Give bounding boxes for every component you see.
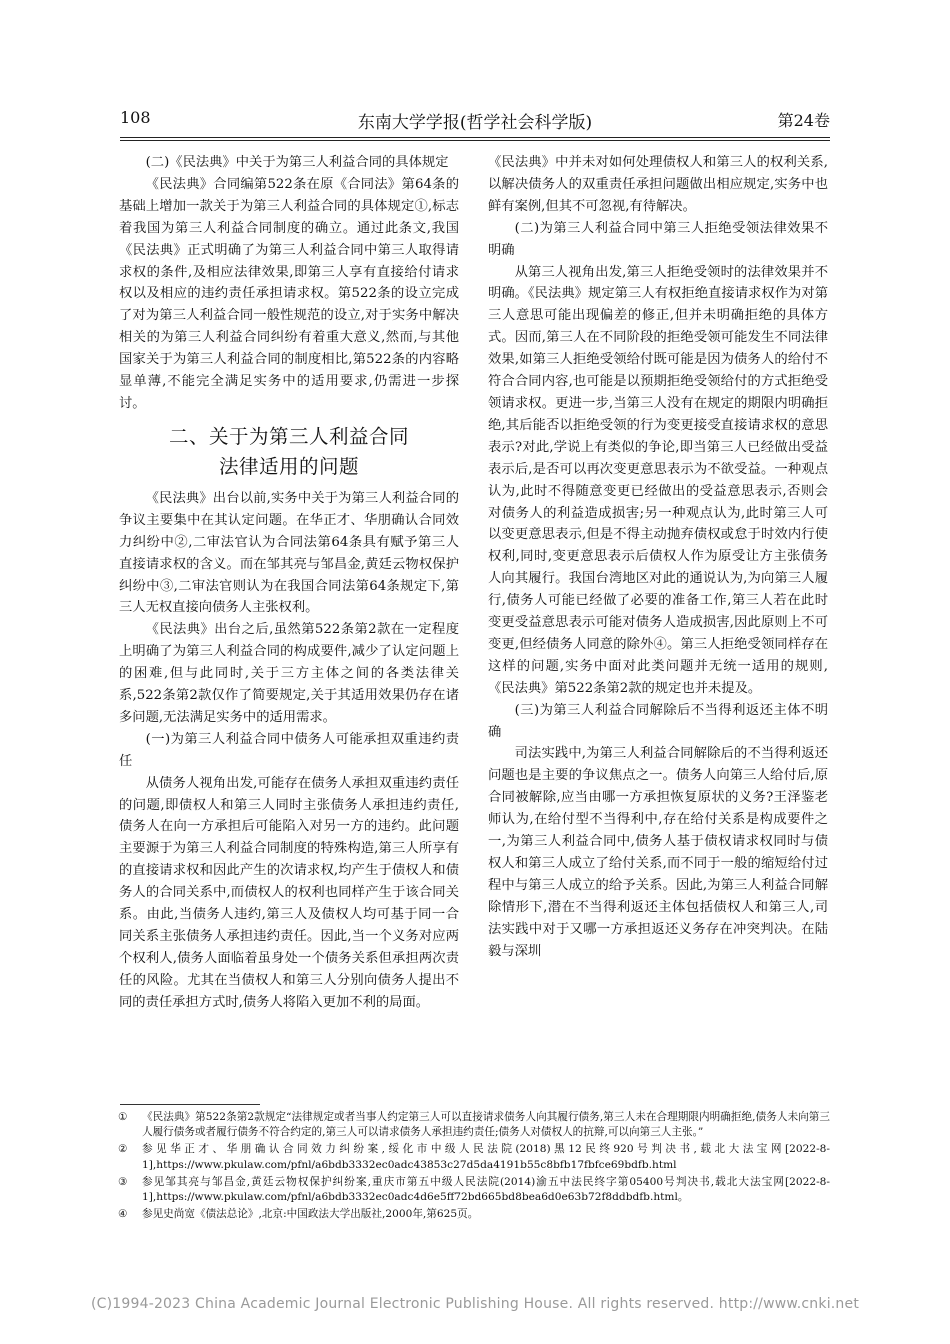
left-column xyxy=(119,152,459,1100)
paragraph: 《民法典》合同编第522条在原《合同法》第64条的基础上增加一款关于为第三人利益合同的具体规定①,标志着我国为第三人利益合同制度的确立。通过此条文,我国《民法典》正式明确了为第三人利益合同中第三人取得请求权的条件,及相应法律效果,即第三人享有直接给付请求权以及相应的违约责任承担请求权。第522条的设立完成了对为第三人利益合同一般性规范的设立,对于实务中解决相关的为第三人利益合同纠纷有着重大意义,然而,与其他国家关于为第三人利益合同的制度相比,第522条的内容略显单薄,不能完全满足实务中的适用要求,仍需进一步探讨。 xyxy=(119,176,459,411)
footnote xyxy=(118,1207,830,1222)
footnote xyxy=(118,1110,830,1140)
footnote xyxy=(118,1142,830,1172)
subheading-b: (二)为第三人利益合同中第三人拒绝受领法律效果不明确 xyxy=(488,220,828,258)
paragraph: 从债务人视角出发,可能存在债务人承担双重违约责任的问题,即债权人和第三人同时主张债务人承担违约责任,债务人在向一方承担后可能陷入对另一方的违约。此问题主要源于为第三人利益合同制度的特殊构造,第三人所享有的直接请求权和因此产生的次请求权,均产生于债权人和债务人的合同关系中,而债权人的权利也同样产生于该合同关系。由此,当债务人违约,第三人及债权人均可基于同一合同关系主张债务人承担违约责任。因此,当一个义务对应两个权利人,债务人面临着虽身处一个债务关系但承担两次责任的风险。尤其在当债权人和第三人分别向债务人提出不同的责任承担方式时,债务人将陷入更加不利的局面。 xyxy=(119,775,459,1010)
footnote-mark: ④ xyxy=(118,1208,128,1221)
subheading-c: (三)为第三人利益合同解除后不当得利返还主体不明确 xyxy=(488,702,828,740)
footnote xyxy=(118,1175,830,1205)
paragraph: 《民法典》出台以前,实务中关于为第三人利益合同的争议主要集中在其认定问题。在华正才、华朋确认合同效力纠纷中②,二审法官认为合同法第64条具有赋予第三人直接请求权的含义。而在邹其亮与邹昌金,黄廷云物权保护纠纷中③,二审法官则认为在我国合同法第64条规定下,第三人无权直接向债务人主张权利。 xyxy=(119,490,459,616)
section-title xyxy=(119,422,459,482)
section-title-line-1: 二、关于为第三人利益合同 xyxy=(168,424,409,448)
footnote-mark: ③ xyxy=(118,1175,128,1188)
footnote-text: 参见华正才、华朋确认合同效力纠纷案,绥化市中级人民法院(2018)黑12民终920号判决书,载北大法宝网[2022-8-1],https://www.pkulaw.com/pfnl/a6bdb3332ec0adc43853c27d5da4191b55c8bfb17fbfce69bdfb.html xyxy=(142,1143,830,1171)
footnote-text: 参见邹其亮与邹昌金,黄廷云物权保护纠纷案,重庆市第五中级人民法院(2014)渝五中法民终字第05400号判决书,载北大法宝网[2022-8-1],https://www.pkulaw.com/pfnl/a6bdb3332ec0adc4d6e5ff72bd665bd8bea6d0e63b72f8ddbdfb.html。 xyxy=(142,1175,830,1204)
footnote-rule xyxy=(120,1104,260,1105)
footnote-text: 参见史尚宽《债法总论》,北京:中国政法大学出版社,2000年,第625页。 xyxy=(142,1208,479,1221)
running-header xyxy=(120,108,830,134)
subheading-a: (一)为第三人利益合同中债务人可能承担双重违约责任 xyxy=(119,731,459,769)
section-title-line-2: 法律适用的问题 xyxy=(218,454,359,478)
page-number: 108 xyxy=(120,108,151,127)
subheading-2: (二)《民法典》中关于为第三人利益合同的具体规定 xyxy=(145,155,449,170)
paragraph: 司法实践中,为第三人利益合同解除后的不当得利返还问题也是主要的争议焦点之一。债务人向第三人给付后,原合同被解除,应当由哪一方承担恢复原状的义务?王泽鉴老师认为,在给付型不当得利中,存在给付关系是构成要件之一,为第三人利益合同中,债务人基于债权请求权同时与债权人和第三人成立了给付关系,而不同于一般的缩短给付过程中与第三人成立的给予关系。因此,为第三人利益合同解除情形下,潜在不当得利返还主体包括债权人和第三人,司法实践中对于又哪一方承担返还义务存在冲突判决。在陆毅与深圳 xyxy=(488,746,828,959)
journal-title: 东南大学学报(哲学社会科学版) xyxy=(357,113,593,133)
footnotes xyxy=(118,1110,830,1224)
paragraph: 从第三人视角出发,第三人拒绝受领时的法律效果并不明确。《民法典》规定第三人有权拒绝直接请求权作为对第三人意思可能出现偏差的修正,但并未明确拒绝的具体方式。因而,第三人在不同阶段的拒绝受领可能发生不同法律效果,如第三人拒绝受领给付既可能是因为债务人的给付不符合合同内容,也可能是以预期拒绝受领给付的方式拒绝受领请求权。更进一步,当第三人没有在规定的期限内明确拒绝,其后能否以拒绝受领的行为变更接受直接请求权的意思表示?对此,学说上有类似的争论,即当第三人已经做出受益表示后,是否可以再次变更意思表示为不欲受益。一种观点认为,此时不得随意变更已经做出的受益意思表示,否则会对债务人的利益造成损害;另一种观点认为,此时第三人可以变更意思表示,但是不得主动抛弃债权或怠于时效内行使权利,同时,变更意思表示后债权人作为原受让方主张债务人向其履行。我国台湾地区对此的通说认为,为向第三人履行,债务人可能已经做了必要的准备工作,第三人若在此时变更受益意思表示可能对债务人造成损害,因此原则上不可变更,但经债务人同意的除外④。第三人拒绝受领同样存在这样的问题,实务中面对此类问题并无统一适用的规则,《民法典》第522条第2款的规定也并未提及。 xyxy=(488,264,828,696)
header-rule-bottom xyxy=(120,140,830,141)
footnote-mark: ② xyxy=(118,1143,128,1156)
paragraph: 《民法典》中并未对如何处理债权人和第三人的权利关系,以解决债务人的双重责任承担问题做出相应规定,实务中也鲜有案例,但其不可忽视,有待解决。 xyxy=(488,155,828,214)
footnote-text: 《民法典》第522条第2款规定“法律规定或者当事人约定第三人可以直接请求债务人向其履行债务,第三人未在合理期限内明确拒绝,债务人未向第三人履行债务或者履行债务不符合约定的,第三人可以请求债务人承担违约责任;债务人对债权人的抗辩,可以向第三人主张。” xyxy=(142,1111,830,1139)
header-rule-top xyxy=(120,137,830,138)
right-column xyxy=(488,152,828,1100)
volume-label: 第24卷 xyxy=(777,111,830,130)
paragraph: 《民法典》出台之后,虽然第522条第2款在一定程度上明确了为第三人利益合同的构成要件,减少了认定问题上的困难,但与此同时,关于三方主体之间的各类法律关系,522条第2款仅作了简要规定,关于其适用效果仍存在诸多问题,无法满足实务中的适用需求。 xyxy=(119,622,459,725)
footnote-mark: ① xyxy=(118,1111,128,1123)
copyright-notice: (C)1994-2023 China Academic Journal Electronic Publishing House. All rights reserved. http://www.cnki.net xyxy=(90,1296,860,1312)
